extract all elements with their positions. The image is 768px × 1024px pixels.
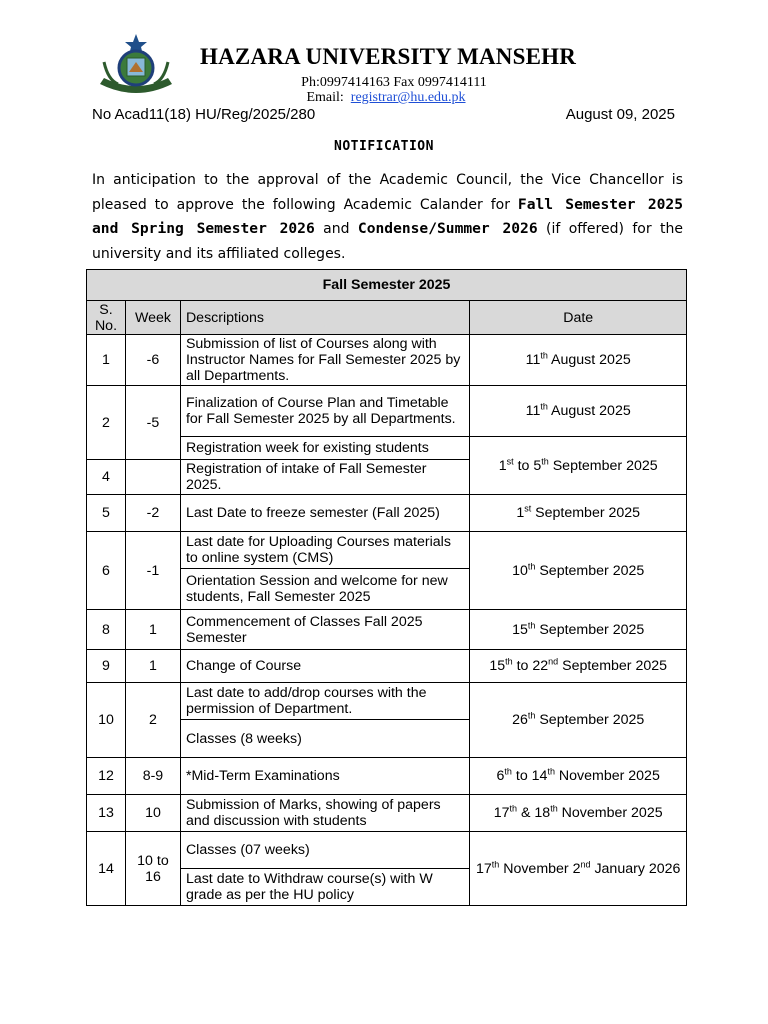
email-label: Email: (306, 90, 344, 105)
reference-number: No Acad11(18) HU/Reg/2025/280 (92, 106, 316, 123)
university-name: HAZARA UNIVERSITY MANSEHR (200, 44, 577, 69)
table-row: 1 -6 Submission of list of Courses along with Instructor Names for Fall Semester 2025 by all Departments. 11th August 2025 (87, 335, 687, 386)
academic-calendar-table (86, 269, 687, 906)
header-date: Date (470, 301, 687, 335)
table-row: 13 10 Submission of Marks, showing of papers and discussion with students 17th & 18th November 2025 (87, 795, 687, 832)
header-descriptions: Descriptions (180, 301, 469, 335)
table-row: Orientation Session and welcome for new students, Fall Semester 2025 (87, 569, 687, 610)
table-row: 6 -1 Last date for Uploading Courses materials to online system (CMS) 10th September 2025 (87, 532, 687, 569)
email-link[interactable]: registrar@hu.edu.pk (350, 90, 466, 105)
intro-bold-summer: Condense/Summer 2026 (357, 220, 538, 237)
table-row: 12 8-9 *Mid-Term Examinations 6th to 14th November 2025 (87, 758, 687, 795)
email-line (2, 90, 768, 106)
intro-paragraph: In anticipation to the approval of the Academic Council, the Vice Chancellor is pleased to approve the following Academic Calander for Fall Semester 2025 and Spring Semester 2026 and Condense/Summer 2026 (if offered) for the university and its affiliated colleges. (92, 172, 683, 262)
header-week: Week (125, 301, 180, 335)
table-row: 4 Registration of intake of Fall Semester 2025. (87, 460, 687, 495)
table-row: 8 1 Commencement of Classes Fall 2025 Semester 15th September 2025 (87, 610, 687, 650)
table-row: Registration week for existing students 1st to 5th September 2025 (87, 437, 687, 460)
notification-date: August 09, 2025 (565, 106, 675, 123)
table-title: Fall Semester 2025 (87, 270, 687, 301)
table-row: 5 -2 Last Date to freeze semester (Fall 2025) 1st September 2025 (87, 495, 687, 532)
table-row: Last date to Withdraw course(s) with W grade as per the HU policy (87, 869, 687, 906)
phone-fax: Ph:0997414163 Fax 0997414111 (301, 75, 487, 90)
table-row: 10 2 Last date to add/drop courses with the permission of Department. 26th September 2025 (87, 683, 687, 720)
table-row: Classes (8 weeks) (87, 720, 687, 758)
header-sno: S. No. (87, 301, 126, 335)
table-row: 2 -5 Finalization of Course Plan and Timetable for Fall Semester 2025 by all Departments. 11th August 2025 (87, 386, 687, 437)
table-row: 9 1 Change of Course 15th to 22nd September 2025 (87, 650, 687, 683)
notification-title: NOTIFICATION (334, 139, 434, 154)
intro-bold-semesters: Fall Semester 2025 and Spring Semester 2026 (92, 195, 683, 237)
table-row: 14 10 to 16 Classes (07 weeks) 17th November 2nd January 2026 (87, 832, 687, 869)
